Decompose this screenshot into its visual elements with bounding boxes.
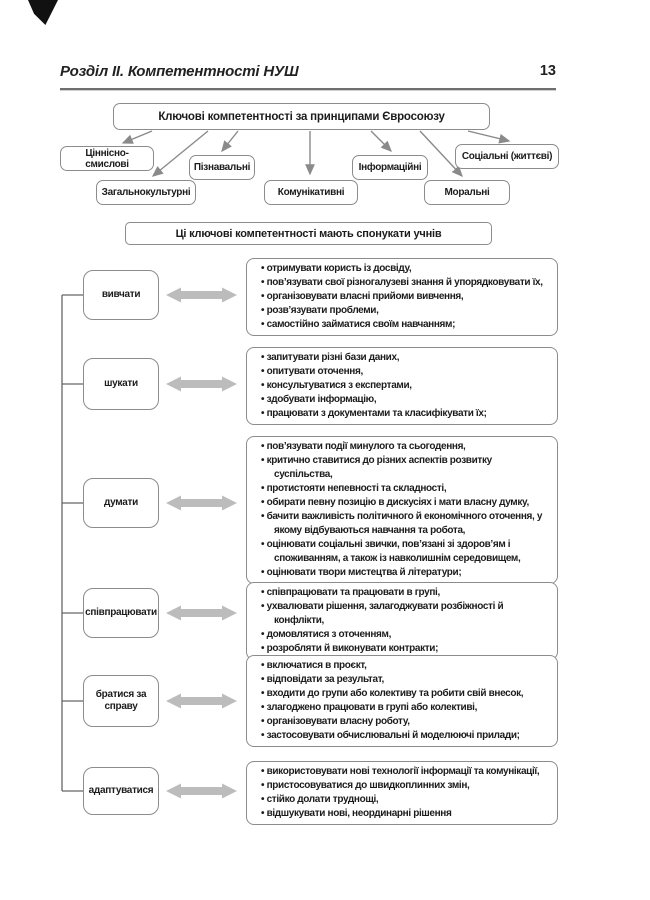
action-box-dumaty	[83, 478, 159, 528]
header-rule	[60, 88, 556, 91]
scan-artifact-corner-mark	[28, 0, 58, 25]
bullet-item: • використовувати нові технології інформації та комунікації,	[261, 766, 540, 777]
bullet-list	[261, 262, 552, 332]
category-label: Комунікативні	[277, 187, 345, 198]
bullet-item: • критично ставитися до різних аспектів розвитку суспільства,	[261, 455, 492, 480]
bullet-item: • протистояти непевності та складності,	[261, 483, 447, 494]
bullet-item: • запитувати різні бази даних,	[261, 352, 400, 363]
detail-box-spivpratsiuvaty	[246, 582, 558, 660]
bullet-item: • домовлятися з оточенням,	[261, 629, 391, 640]
category-label: Соціальні (життєві)	[461, 151, 553, 162]
bullet-item: • застосовувати обчислювальні й моделюючі прилади;	[261, 730, 520, 741]
bullet-item: • бачити важливість політичного й економічного оточення, у якому відбуваються навчання та робота,	[261, 511, 543, 536]
bullet-item: • організовувати власну роботу,	[261, 716, 410, 727]
bullet-list	[261, 765, 552, 821]
root-competencies-label: Ключові компетентності за принципами Євросоюзу	[158, 110, 445, 123]
detail-box-shukaty	[246, 347, 558, 425]
action-box-adaptuvatysia	[83, 767, 159, 815]
banner-label: Ці ключові компетентності мають спонукати учнів	[175, 227, 442, 240]
chapter-title: Розділ ІІ. Компетентності НУШ	[60, 63, 299, 80]
action-label: шукати	[104, 378, 138, 389]
detail-box-dumaty	[246, 436, 558, 584]
action-boxes-bracket	[62, 295, 83, 791]
root-to-category-arrows	[123, 131, 509, 176]
detail-box-vyvchaty	[246, 258, 558, 336]
action-box-shukaty	[83, 358, 159, 410]
bullet-item: • відшукувати нові, неординарні рішення	[261, 808, 452, 819]
bullet-item: • розробляти й виконувати контракти;	[261, 643, 439, 654]
action-label: вивчати	[101, 289, 141, 300]
category-label: Інформаційні	[358, 162, 422, 173]
action-label: думати	[104, 497, 138, 508]
category-box-sotsialni	[455, 144, 559, 169]
bullet-item: • оцінювати соціальні звички, пов’язані зі здоров’ям і споживанням, а також із навколишнім середовищем,	[261, 539, 521, 564]
bullet-item: • співпрацювати та працювати в групі,	[261, 587, 440, 598]
bullet-item: • здобувати інформацію,	[261, 394, 377, 405]
action-box-bratysia-za-spravu	[83, 675, 159, 727]
bullet-list	[261, 659, 552, 743]
banner-box	[125, 222, 492, 245]
bullet-item: • пов’язувати події минулого та сьогодення,	[261, 441, 466, 452]
bullet-list	[261, 440, 552, 580]
category-label: Загальнокультурні	[101, 187, 191, 198]
double-arrows	[166, 288, 237, 799]
root-competencies-box	[113, 103, 490, 130]
bullet-item: • пов’язувати свої різногалузеві знання й упорядковувати їх,	[261, 277, 543, 288]
bullet-item: • пристосовуватися до швидкоплинних змін,	[261, 780, 470, 791]
page-number: 13	[539, 63, 556, 79]
detail-box-bratysia-za-spravu	[246, 655, 558, 747]
bullet-item: • розв’язувати проблеми,	[261, 305, 379, 316]
detail-box-adaptuvatysia	[246, 761, 558, 825]
category-label: Моральні	[444, 187, 490, 198]
category-box-zahalnokulturni	[96, 180, 196, 205]
category-box-cinnisno-smyslovi	[60, 146, 154, 171]
bullet-item: • стійко долати труднощі,	[261, 794, 379, 805]
bullet-item: • працювати з документами та класифікувати їх;	[261, 408, 487, 419]
bullet-item: • самостійно займатися своїм навчанням;	[261, 319, 456, 330]
bullet-item: • отримувати користь із досвіду,	[261, 263, 412, 274]
category-box-piznavalni	[189, 155, 255, 180]
action-label: співпрацювати	[85, 607, 157, 618]
category-box-komunikatyvni	[264, 180, 358, 205]
bullet-item: • відповідати за результат,	[261, 674, 384, 685]
action-box-vyvchaty	[83, 270, 159, 320]
bullet-item: • опитувати оточення,	[261, 366, 363, 377]
bullet-item: • обирати певну позицію в дискусіях і мати власну думку,	[261, 497, 529, 508]
bullet-list	[261, 351, 552, 421]
action-box-spivpratsiuvaty	[83, 588, 159, 638]
bullet-item: • оцінювати твори мистецтва й літератури;	[261, 567, 462, 578]
action-label: адаптуватися	[88, 785, 154, 796]
bullet-item: • включатися в проєкт,	[261, 660, 367, 671]
bullet-item: • входити до групи або колективу та робити свій внесок,	[261, 688, 524, 699]
bullet-item: • організовувати власні прийоми вивчення,	[261, 291, 464, 302]
category-label: Ціннісно-смислові	[85, 147, 129, 170]
bullet-item: • консультуватися з експертами,	[261, 380, 412, 391]
category-box-informatsiini	[352, 155, 428, 180]
category-label: Пізнавальні	[193, 162, 251, 173]
bullet-item: • злагоджено працювати в групі або колективі,	[261, 702, 478, 713]
category-box-moralni	[424, 180, 510, 205]
bullet-item: • ухвалювати рішення, залагоджувати розбіжності й конфлікти,	[261, 601, 504, 626]
action-label: братися за справу	[95, 689, 147, 712]
bullet-list	[261, 586, 552, 656]
